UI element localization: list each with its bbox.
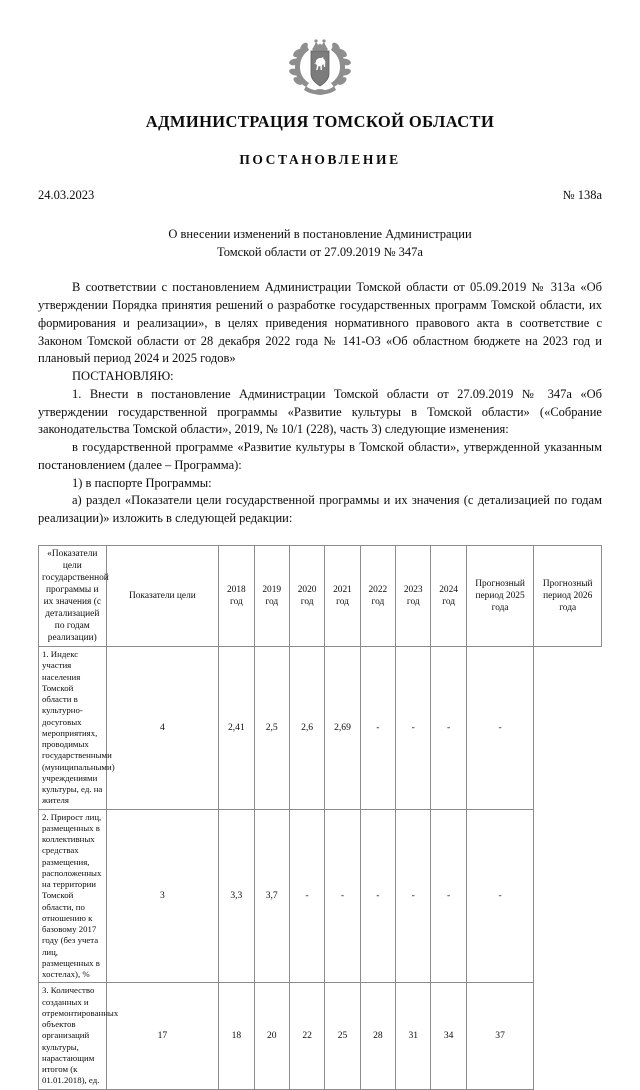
table-row	[39, 809, 602, 983]
document-meta-row	[38, 188, 602, 203]
table-header-2021: 2021 год	[325, 545, 360, 646]
value-2023: -	[360, 647, 395, 810]
table-header-row	[39, 545, 602, 646]
value-2023: 28	[360, 983, 395, 1089]
value-forecast-2026: -	[466, 809, 534, 983]
value-2019: 18	[219, 983, 254, 1089]
value-forecast-2025: -	[431, 809, 466, 983]
body-paragraph-4: 1) в паспорте Программы:	[72, 475, 212, 490]
decree-keyword: ПОСТАНОВЛЯЮ:	[72, 369, 174, 383]
value-2023: -	[360, 809, 395, 983]
body-paragraph-3: в государственной программе «Развитие культуры в Томской области», утвержденной указанным постановлением (далее – Программа):	[38, 440, 602, 472]
organization-title: АДМИНИСТРАЦИЯ ТОМСКОЙ ОБЛАСТИ	[145, 112, 495, 131]
body-paragraph-5: а) раздел «Показатели цели государственной программы и их значения (с детализацией по годам реализации)» изложить в следующей редакции:	[38, 493, 602, 525]
value-2018: 4	[106, 647, 219, 810]
body-paragraph-2: 1. Внести в постановление Администрации Томской области от 27.09.2019 № 347а «Об утверждении государственной программы «Развитие культуры в Томской области» («Собрание законодательства Томской области», 2019, № 10/1 (228), часть 3) следующие изменения:	[38, 386, 602, 437]
table-header-forecast-2026: Прогнозный период 2026 года	[534, 545, 602, 646]
document-type-heading: ПОСТАНОВЛЕНИЕ	[239, 152, 401, 167]
value-2022: 25	[325, 983, 360, 1089]
value-forecast-2025: 34	[431, 983, 466, 1089]
value-2019: 3,3	[219, 809, 254, 983]
value-2024: 31	[396, 983, 431, 1089]
document-date: 24.03.2023	[38, 188, 95, 202]
table-header-2019: 2019 год	[254, 545, 289, 646]
indicator-name: 3. Количество созданных и отремонтированных объектов организаций культуры, нарастающим итогом (к 01.01.2018), ед.	[39, 983, 107, 1089]
value-2021: -	[289, 809, 324, 983]
table-header-2020: 2020 год	[289, 545, 324, 646]
indicator-name: 1. Индекс участия населения Томской области в культурно-досуговых мероприятиях, проводимых государственными (муниципальными) учреждениями культуры, ед. на жителя	[39, 647, 107, 810]
indicator-name: 2. Прирост лиц, размещенных в коллективных средствах размещения, расположенных на территории Томской области, по отношению к базовому 2017 году (без учета лиц, размещенных в хостелах), %	[39, 809, 107, 983]
subject-line-1: О внесении изменений в постановление Администрации	[168, 227, 472, 241]
body-paragraph-1: В соответствии с постановлением Администрации Томской области от 05.09.2019 № 313а «Об утверждении Порядка принятия решений о разработке государственных программ Томской области, их формирования и реализации», в целях приведения нормативного правового акта в соответствие с Законом Томской области от 28 декабря 2022 года № 141-ОЗ «Об областном бюджете на 2023 год и плановый период 2024 и 2025 годов»	[38, 280, 602, 366]
subject-line-2: Томской области от 27.09.2019 № 347а	[217, 245, 423, 260]
value-forecast-2025: -	[431, 647, 466, 810]
table-header-2018: 2018 год	[219, 545, 254, 646]
value-2022: -	[325, 809, 360, 983]
value-2018: 3	[106, 809, 219, 983]
value-2022: 2,69	[325, 647, 360, 810]
indicators-table	[38, 545, 602, 1090]
table-header-forecast-2025: Прогнозный период 2025 года	[466, 545, 534, 646]
value-2024: -	[396, 809, 431, 983]
value-2020: 2,5	[254, 647, 289, 810]
value-2024: -	[396, 647, 431, 810]
table-header-2023: 2023 год	[396, 545, 431, 646]
value-forecast-2026: -	[466, 647, 534, 810]
emblem-container	[38, 0, 602, 98]
document-number: № 138а	[562, 188, 602, 202]
table-header-2024: 2024 год	[431, 545, 466, 646]
value-forecast-2026: 37	[466, 983, 534, 1089]
value-2021: 22	[289, 983, 324, 1089]
value-2019: 2,41	[219, 647, 254, 810]
value-2020: 3,7	[254, 809, 289, 983]
document-body	[38, 279, 602, 528]
table-header-2022: 2022 год	[360, 545, 395, 646]
table-row	[39, 983, 602, 1089]
table-scope-cell: «Показатели цели государственной программы и их значения (с детализацией по годам реализации)	[39, 545, 107, 646]
value-2021: 2,6	[289, 647, 324, 810]
value-2018: 17	[106, 983, 219, 1089]
table-row	[39, 647, 602, 810]
value-2020: 20	[254, 983, 289, 1089]
document-subject	[38, 225, 602, 261]
tomsk-oblast-coat-of-arms-icon	[287, 36, 353, 98]
table-header-indicators: Показатели цели	[106, 545, 219, 646]
